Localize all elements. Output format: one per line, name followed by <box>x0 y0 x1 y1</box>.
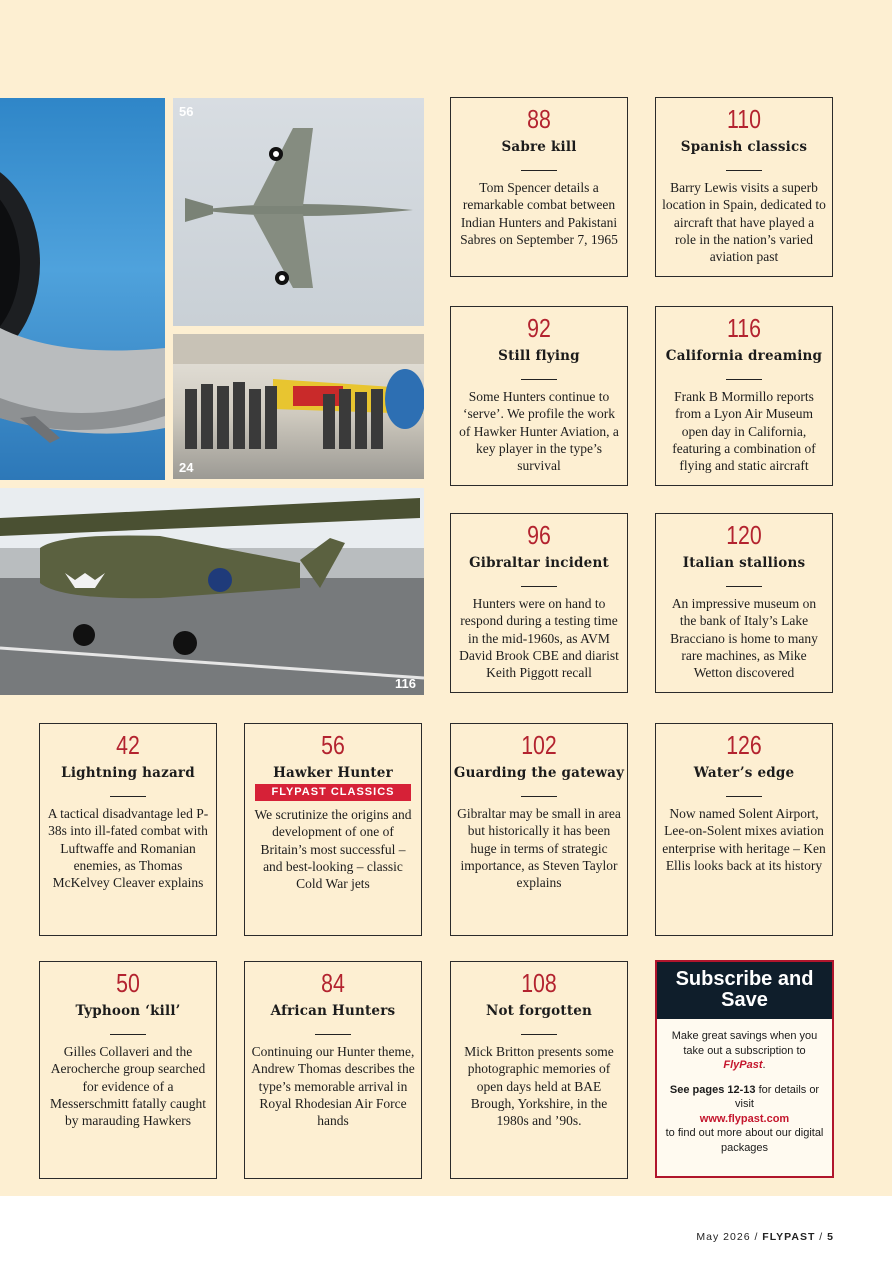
card-divider <box>726 170 762 171</box>
card-divider <box>110 1034 146 1035</box>
museum-group-icon <box>173 334 424 479</box>
card-title: Lightning hazard <box>61 765 195 781</box>
contents-card[interactable] <box>450 961 628 1179</box>
contents-card[interactable] <box>655 513 833 693</box>
card-title: African Hunters <box>270 1003 396 1019</box>
card-divider <box>521 170 557 171</box>
engine-photo <box>0 98 165 480</box>
card-divider <box>315 1034 351 1035</box>
hunter-jet-icon <box>173 98 424 326</box>
card-title: Guarding the gateway <box>453 765 625 781</box>
card-page-number: 88 <box>527 104 551 134</box>
contents-card[interactable] <box>450 513 628 693</box>
card-page-number: 84 <box>321 968 345 998</box>
engine-nacelle-icon <box>0 98 165 480</box>
contents-card[interactable] <box>450 97 628 277</box>
card-page-number: 108 <box>521 968 557 998</box>
card-title: Water’s edge <box>693 765 795 781</box>
card-description: Frank B Mormillo reports from a Lyon Air Museum open day in California, featuring a combination of flying and static aircraft <box>672 389 816 474</box>
card-page-number: 96 <box>527 520 551 550</box>
card-title: Still flying <box>498 348 580 364</box>
card-page-number: 56 <box>321 730 345 760</box>
card-title: Not forgotten <box>485 1003 593 1019</box>
card-divider <box>726 379 762 380</box>
card-page-number: 102 <box>521 730 557 760</box>
plane-photo-page-number: 116 <box>395 676 416 691</box>
card-page-number: 116 <box>726 313 761 343</box>
subscribe-line1-end: . <box>762 1059 766 1071</box>
card-divider <box>521 1034 557 1035</box>
card-page-number: 120 <box>726 520 762 550</box>
card-description: Mick Britton presents some photographic memories of open days held at BAE Brough, Yorkshire, in the 1980s and ’90s. <box>464 1044 614 1129</box>
flypast-classics-badge: FLYPAST CLASSICS <box>255 784 411 801</box>
card-description: A tactical disadvantage led P-38s into ill-fated combat with Luftwaffe and Romanian enemies, as Thomas McKelvey Cleaver explains <box>47 806 209 891</box>
card-title: Italian stallions <box>682 555 806 571</box>
page-footer <box>696 1231 834 1243</box>
card-divider <box>521 796 557 797</box>
hunter-photo-page-number: 56 <box>179 104 194 119</box>
hunter-jet-photo <box>173 98 424 326</box>
contents-card[interactable] <box>655 723 833 936</box>
card-title: Typhoon ‘kill’ <box>75 1003 181 1019</box>
card-description: An impressive museum on the bank of Italy’s Lake Bracciano is home to many rare machines, as Mike Wetton discovered <box>670 596 818 681</box>
card-description: We scrutinize the origins and development of one of Britain’s most successful – and best-looking – classic Cold War jets <box>254 807 412 892</box>
card-divider <box>521 379 557 380</box>
contents-card[interactable] <box>39 723 217 936</box>
subscribe-body <box>657 1019 832 1155</box>
footer-page-number: 5 <box>827 1231 834 1243</box>
card-title: California dreaming <box>665 348 823 364</box>
footer-date: May 2026 / <box>696 1231 763 1243</box>
card-description: Barry Lewis visits a superb location in Spain, dedicated to aircraft that have played a role in the nation’s varied aviation past <box>662 180 826 265</box>
card-title: Gibraltar incident <box>469 555 609 571</box>
card-title: Hawker Hunter <box>273 765 393 781</box>
contents-card[interactable] <box>244 961 422 1179</box>
flypast-url-link[interactable]: www.flypast.com <box>699 1112 790 1125</box>
subscribe-line3: to find out more about our digital packages <box>665 1127 824 1154</box>
card-title: Sabre kill <box>501 139 577 155</box>
card-description: Now named Solent Airport, Lee-on-Solent mixes aviation enterprise with heritage – Ken Ellis looks back at its history <box>662 806 826 873</box>
card-title: Spanish classics <box>680 139 808 155</box>
card-description: Gibraltar may be small in area but historically it has been huge in terms of strategic importance, as Steven Taylor explains <box>457 806 621 891</box>
card-page-number: 92 <box>527 313 551 343</box>
card-description: Continuing our Hunter theme, Andrew Thomas describes the type’s memorable arrival in Royal Rhodesian Air Force hands <box>251 1044 415 1129</box>
card-page-number: 50 <box>116 968 140 998</box>
contents-card[interactable] <box>39 961 217 1179</box>
card-page-number: 110 <box>726 104 761 134</box>
group-photo-page-number: 24 <box>179 460 194 475</box>
army-plane-photo <box>0 488 424 695</box>
card-description: Gilles Collaveri and the Aerocherche group searched for evidence of a Messerschmitt fatally caught by marauding Hawkers <box>50 1044 206 1129</box>
subscribe-line2: for details or visit <box>735 1083 820 1110</box>
contents-card[interactable] <box>450 306 628 486</box>
card-page-number: 126 <box>726 730 762 760</box>
subscribe-box[interactable] <box>655 960 834 1178</box>
card-description: Hunters were on hand to respond during a testing time in the mid-1960s, as AVM David Brook CBE and diarist Keith Piggott recall <box>459 596 619 681</box>
contents-card[interactable] <box>655 97 833 277</box>
contents-card[interactable] <box>244 723 422 936</box>
card-divider <box>726 586 762 587</box>
subscribe-line1: Make great savings when you take out a subscription to <box>671 1030 818 1057</box>
flypast-brand: FlyPast <box>723 1059 763 1071</box>
contents-card[interactable] <box>655 306 833 486</box>
card-description: Tom Spencer details a remarkable combat between Indian Hunters and Pakistani Sabres on September 7, 1965 <box>460 180 618 247</box>
card-divider <box>521 586 557 587</box>
card-description: Some Hunters continue to ‘serve’. We profile the work of Hawker Hunter Aviation, a key player in the type’s survival <box>459 389 619 474</box>
army-plane-icon <box>0 488 424 695</box>
card-page-number: 42 <box>116 730 140 760</box>
footer-separator: / <box>815 1231 828 1243</box>
card-divider <box>110 796 146 797</box>
contents-card[interactable] <box>450 723 628 936</box>
museum-group-photo <box>173 334 424 479</box>
see-pages-text: See pages 12-13 <box>669 1083 756 1096</box>
footer-magazine: FLYPAST <box>762 1231 816 1243</box>
subscribe-heading: Subscribe and Save <box>657 962 832 1019</box>
card-divider <box>726 796 762 797</box>
